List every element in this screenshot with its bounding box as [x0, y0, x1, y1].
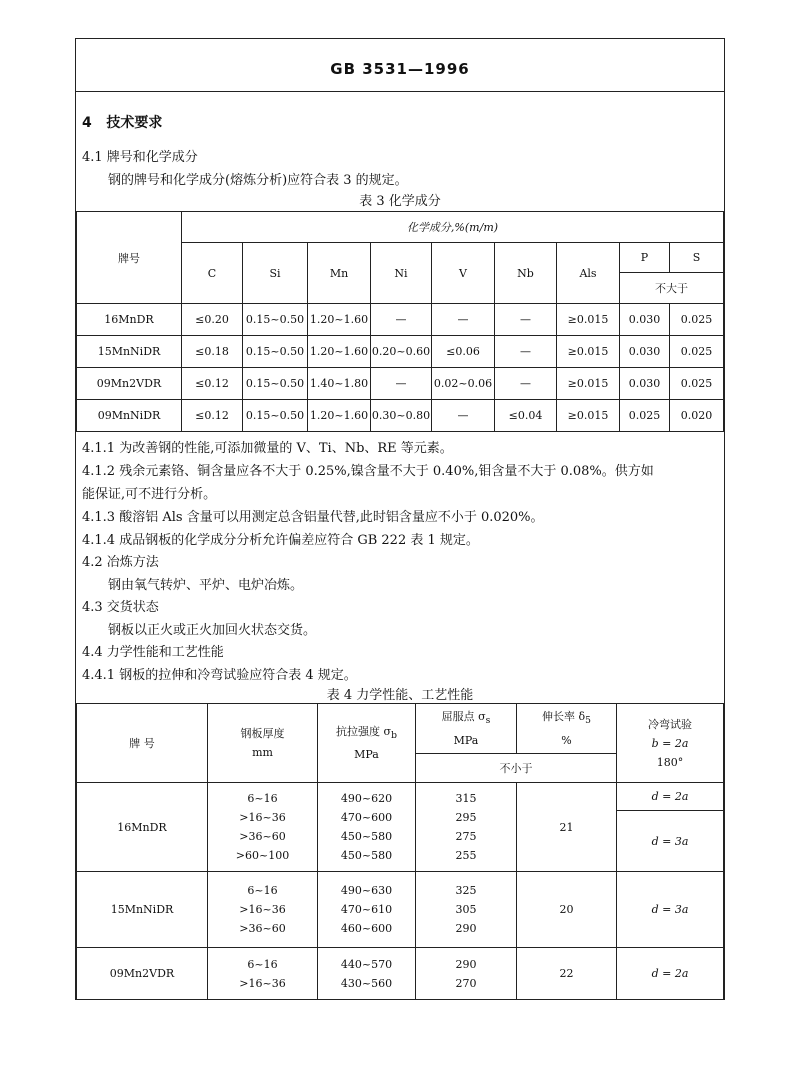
- tensile-unit: MPa: [354, 748, 379, 762]
- value-cell: 0.020: [670, 400, 724, 432]
- thickness-unit: mm: [252, 746, 273, 759]
- elong-label: [517, 707, 616, 730]
- yield-value: 325: [455, 884, 477, 897]
- t4-thickness-header: [208, 704, 318, 783]
- clause-4-1-2: 4.1.2 残余元素铬、铜含量应各不大于 0.25%,镍含量不大于 0.40%,钼含量不大于 0.08%。供方如: [82, 464, 654, 479]
- t4-grade-header: 牌 号: [77, 704, 208, 783]
- tensile-value: 490~630: [340, 884, 393, 897]
- clause-4-4-heading: 4.4 力学性能和工艺性能: [82, 645, 224, 660]
- value-cell: —: [371, 304, 432, 336]
- thickness-value: 6~16: [247, 792, 278, 805]
- composition-group-header: 化学成分,%(m/m): [182, 212, 724, 243]
- value-cell: —: [495, 304, 557, 336]
- yield-label: [416, 707, 516, 730]
- yield-value: 270: [455, 976, 477, 990]
- t4-grade-cell: 15MnNiDR: [77, 872, 208, 948]
- thickness-value: >36~60: [239, 922, 286, 935]
- value-cell: ≤0.12: [182, 400, 243, 432]
- grade-cell: 15MnNiDR: [77, 336, 182, 368]
- thickness-label: 钢板厚度: [240, 727, 285, 740]
- t4-elong-header: [517, 704, 617, 754]
- value-cell: ≤0.12: [182, 368, 243, 400]
- thickness-value: 6~16: [247, 957, 278, 971]
- yield-values: [416, 948, 517, 1000]
- value-cell: ≥0.015: [557, 400, 620, 432]
- section-title: 技术要求: [106, 115, 163, 131]
- value-cell: 0.15~0.50: [243, 368, 308, 400]
- bend-value: d = 2a: [617, 948, 724, 1000]
- tensile-value: 450~580: [340, 830, 393, 843]
- bend-label: 冷弯试验: [648, 717, 692, 731]
- value-cell: ≤0.06: [432, 336, 495, 368]
- value-cell: 0.15~0.50: [243, 400, 308, 432]
- standard-header: [76, 39, 724, 92]
- clause-4-3-heading: 4.3 交货状态: [82, 600, 159, 615]
- value-cell: ≤0.18: [182, 336, 243, 368]
- tensile-value: 490~620: [340, 792, 393, 805]
- grade-header: 牌号: [77, 212, 182, 304]
- value-cell: —: [495, 336, 557, 368]
- not-less-note: 不小于: [416, 754, 617, 783]
- value-cell: 0.20~0.60: [371, 336, 432, 368]
- value-cell: 0.15~0.50: [243, 336, 308, 368]
- tensile-values: [318, 783, 416, 872]
- t4-yield-header: [416, 704, 517, 754]
- tensile-value: 440~570: [340, 957, 393, 971]
- tensile-value: 460~600: [340, 922, 393, 935]
- clause-4-1-3: 4.1.3 酸溶铝 Als 含量可以用测定总含铝量代替,此时铝含量应不小于 0.020%。: [82, 510, 544, 525]
- col-p: P: [620, 243, 670, 273]
- value-cell: —: [432, 304, 495, 336]
- t4-bend-header: [617, 704, 724, 783]
- value-cell: 0.15~0.50: [243, 304, 308, 336]
- bend-value: d = 3a: [617, 872, 724, 948]
- yield-value: 295: [455, 811, 477, 824]
- yield-unit: MPa: [453, 733, 479, 747]
- col-c: C: [182, 243, 243, 304]
- document-frame: [75, 38, 725, 1000]
- section-heading: [82, 112, 162, 132]
- thickness-value: 6~16: [247, 884, 278, 897]
- col-nb: Nb: [495, 243, 557, 304]
- standard-number: GB 3531—1996: [330, 60, 470, 78]
- value-cell: ≤0.04: [495, 400, 557, 432]
- elong-value: 20: [517, 872, 617, 948]
- yield-values: [416, 872, 517, 948]
- clause-4-1-2-cont: 能保证,可不进行分析。: [82, 487, 217, 502]
- clause-4-2-heading: 4.2 冶炼方法: [82, 555, 159, 570]
- bend-formula: b = 2a: [651, 736, 689, 750]
- value-cell: 0.030: [620, 368, 670, 400]
- value-cell: 1.40~1.80: [308, 368, 371, 400]
- thickness-value: >16~36: [239, 811, 286, 824]
- t4-tensile-header: [318, 704, 416, 783]
- t4-grade-cell: 16MnDR: [77, 783, 208, 872]
- thickness-value: >36~60: [239, 830, 286, 843]
- clause-4-1-4: 4.1.4 成品钢板的化学成分分析允许偏差应符合 GB 222 表 1 规定。: [82, 533, 479, 548]
- section-number: 4: [82, 115, 92, 131]
- table3-caption: 表 3 化学成分: [359, 194, 441, 209]
- value-cell: ≥0.015: [557, 368, 620, 400]
- yield-value: 305: [455, 903, 477, 916]
- tensile-values: [318, 948, 416, 1000]
- thickness-values: [208, 872, 318, 948]
- elong-value: 21: [517, 783, 617, 872]
- clause-4-1-body: 钢的牌号和化学成分(熔炼分析)应符合表 3 的规定。: [108, 173, 408, 188]
- col-ni: Ni: [371, 243, 432, 304]
- bend-angle: 180°: [656, 755, 684, 769]
- elong-text: 伸长率 δ: [542, 710, 586, 724]
- bend-value: d = 2a: [617, 783, 724, 811]
- value-cell: 0.025: [670, 368, 724, 400]
- value-cell: —: [495, 368, 557, 400]
- value-cell: 0.02~0.06: [432, 368, 495, 400]
- yield-values: [416, 783, 517, 872]
- tensile-sub: b: [391, 730, 397, 742]
- thickness-value: >16~36: [239, 903, 286, 916]
- mechanical-properties-table: [76, 703, 724, 1000]
- value-cell: 1.20~1.60: [308, 400, 371, 432]
- yield-value: 290: [455, 957, 477, 971]
- value-cell: ≥0.015: [557, 336, 620, 368]
- grade-cell: 16MnDR: [77, 304, 182, 336]
- value-cell: 0.030: [620, 304, 670, 336]
- thickness-value: >16~36: [239, 976, 286, 990]
- yield-value: 275: [455, 830, 477, 843]
- elong-value: 22: [517, 948, 617, 1000]
- value-cell: 1.20~1.60: [308, 304, 371, 336]
- value-cell: 0.025: [670, 304, 724, 336]
- yield-value: 290: [455, 922, 477, 935]
- value-cell: ≥0.015: [557, 304, 620, 336]
- clause-4-3-body: 钢板以正火或正火加回火状态交货。: [108, 623, 317, 638]
- grade-cell: 09Mn2VDR: [77, 368, 182, 400]
- chemical-composition-table: [76, 211, 724, 432]
- yield-sub: s: [485, 715, 491, 727]
- tensile-value: 430~560: [340, 976, 393, 990]
- grade-cell: 09MnNiDR: [77, 400, 182, 432]
- tensile-value: 470~610: [340, 903, 393, 916]
- tensile-text: 抗拉强度 σ: [336, 724, 392, 738]
- value-cell: 0.030: [620, 336, 670, 368]
- value-cell: ≤0.20: [182, 304, 243, 336]
- value-cell: —: [432, 400, 495, 432]
- elong-unit: %: [561, 733, 572, 747]
- t4-grade-cell: 09Mn2VDR: [77, 948, 208, 1000]
- tensile-label: [318, 722, 415, 745]
- thickness-values: [208, 783, 318, 872]
- yield-value: 255: [455, 849, 477, 862]
- value-cell: 1.20~1.60: [308, 336, 371, 368]
- bend-value: d = 3a: [617, 811, 724, 872]
- tensile-values: [318, 872, 416, 948]
- yield-text: 屈服点 σ: [441, 710, 486, 724]
- col-v: V: [432, 243, 495, 304]
- elong-sub: 5: [585, 715, 591, 727]
- col-si: Si: [243, 243, 308, 304]
- col-s: S: [670, 243, 724, 273]
- value-cell: —: [371, 368, 432, 400]
- col-als: Als: [557, 243, 620, 304]
- thickness-value: >60~100: [235, 849, 290, 862]
- thickness-values: [208, 948, 318, 1000]
- value-cell: 0.025: [620, 400, 670, 432]
- ps-note: 不大于: [620, 273, 724, 304]
- clause-4-2-body: 钢由氧气转炉、平炉、电炉冶炼。: [108, 578, 304, 593]
- tensile-value: 450~580: [340, 849, 393, 862]
- table4-caption: 表 4 力学性能、工艺性能: [326, 688, 474, 703]
- yield-value: 315: [455, 792, 477, 805]
- clause-4-4-1: 4.4.1 钢板的拉伸和冷弯试验应符合表 4 规定。: [82, 668, 357, 683]
- clause-4-1-1: 4.1.1 为改善钢的性能,可添加微量的 V、Ti、Nb、RE 等元素。: [82, 441, 453, 456]
- col-mn: Mn: [308, 243, 371, 304]
- value-cell: 0.30~0.80: [371, 400, 432, 432]
- tensile-value: 470~600: [340, 811, 393, 824]
- clause-4-1-heading: 4.1 牌号和化学成分: [82, 150, 198, 165]
- value-cell: 0.025: [670, 336, 724, 368]
